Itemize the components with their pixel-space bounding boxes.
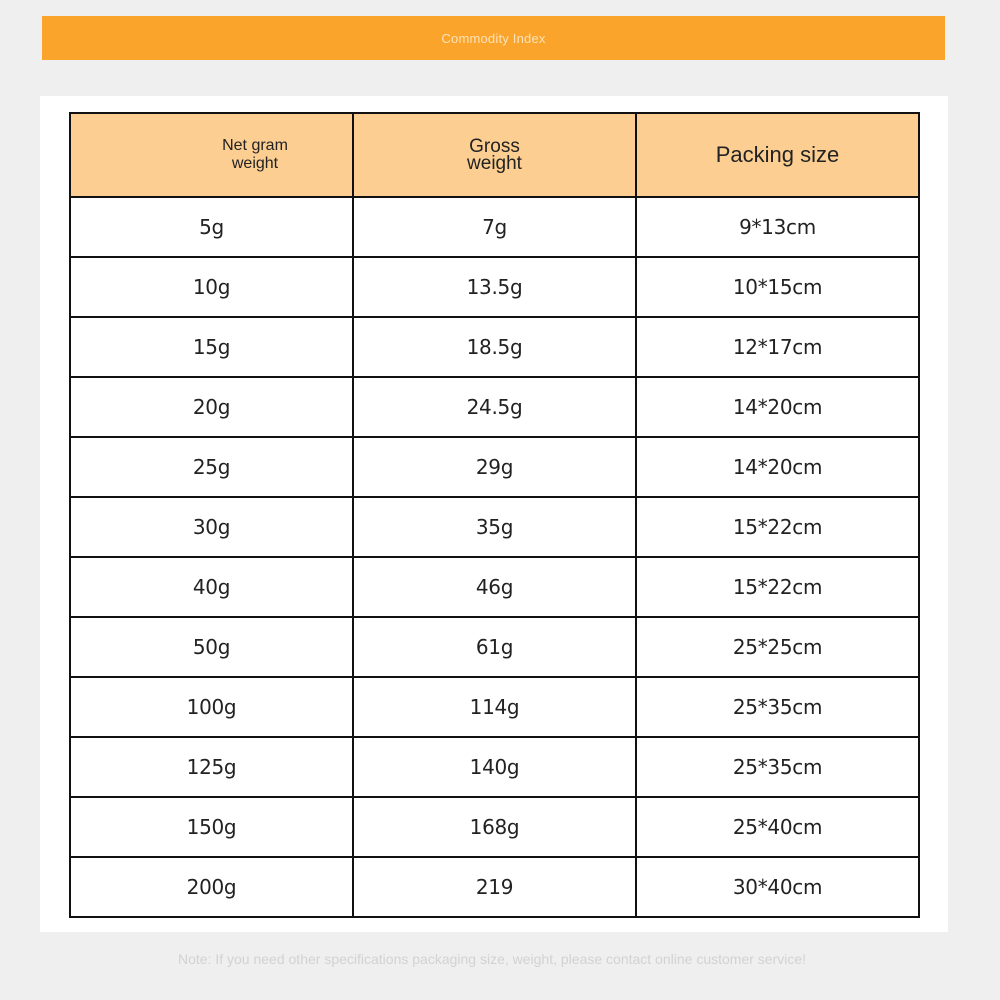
net-weight-cell: 50g [70,617,353,677]
packing-size-cell: 30*40cm [636,857,919,917]
gross-weight-cell: 29g [353,437,636,497]
gross-weight-cell: 61g [353,617,636,677]
gross-weight-cell: 46g [353,557,636,617]
table-header-row [70,113,919,197]
table-row [70,437,919,497]
packing-size-cell: 25*35cm [636,677,919,737]
table-row [70,797,919,857]
gross-weight-cell: 140g [353,737,636,797]
table-row [70,617,919,677]
gross-weight-cell: 219 [353,857,636,917]
net-weight-cell: 200g [70,857,353,917]
table-row [70,857,919,917]
gross-weight-cell: 18.5g [353,317,636,377]
header-gross-weight: Gross weight [353,113,636,197]
gross-weight-cell: 24.5g [353,377,636,437]
gross-weight-cell: 114g [353,677,636,737]
packing-size-cell: 10*15cm [636,257,919,317]
packing-size-cell: 25*35cm [636,737,919,797]
commodity-index-banner [42,16,945,60]
gross-weight-cell: 168g [353,797,636,857]
net-weight-cell: 30g [70,497,353,557]
net-weight-cell: 40g [70,557,353,617]
contact-note: Note: If you need other specifications packaging size, weight, please contact online customer service! [178,951,807,967]
net-weight-cell: 20g [70,377,353,437]
gross-weight-cell: 7g [353,197,636,257]
spec-card [40,96,948,932]
packing-size-cell: 15*22cm [636,557,919,617]
net-weight-cell: 15g [70,317,353,377]
table-row [70,197,919,257]
net-weight-cell: 125g [70,737,353,797]
net-weight-cell: 10g [70,257,353,317]
packing-size-cell: 12*17cm [636,317,919,377]
packing-size-cell: 25*25cm [636,617,919,677]
gross-weight-cell: 35g [353,497,636,557]
net-weight-cell: 25g [70,437,353,497]
net-weight-cell: 150g [70,797,353,857]
header-packing-size: Packing size [636,113,919,197]
packing-size-cell: 9*13cm [636,197,919,257]
banner-title: Commodity Index [441,30,546,46]
table-row [70,497,919,557]
table-row [70,377,919,437]
header-net-gram-weight: Net gram weight [70,113,353,197]
table-row [70,257,919,317]
spec-table [69,112,920,918]
table-row [70,677,919,737]
packing-size-cell: 14*20cm [636,377,919,437]
gross-weight-cell: 13.5g [353,257,636,317]
net-weight-cell: 100g [70,677,353,737]
packing-size-cell: 25*40cm [636,797,919,857]
table-row [70,737,919,797]
packing-size-cell: 15*22cm [636,497,919,557]
table-row [70,317,919,377]
packing-size-cell: 14*20cm [636,437,919,497]
net-weight-cell: 5g [70,197,353,257]
table-row [70,557,919,617]
